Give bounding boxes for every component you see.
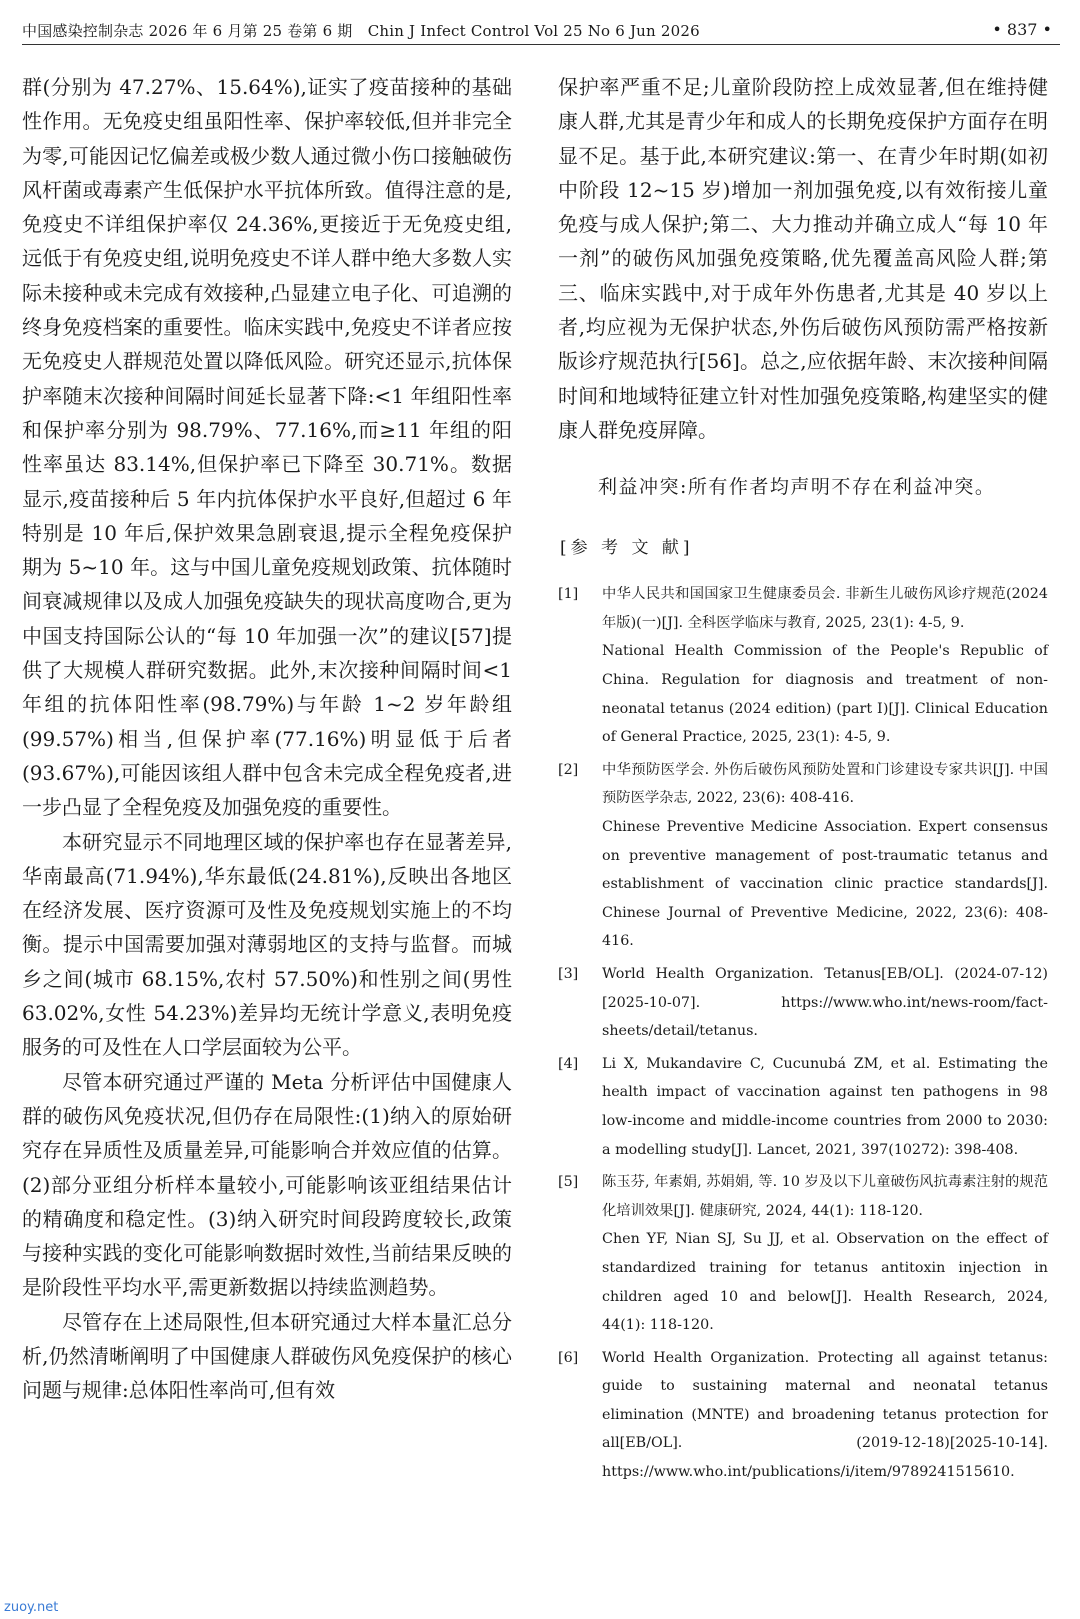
references-heading: [参 考 文 献] [560, 538, 694, 559]
reference-item [558, 1168, 1048, 1340]
reference-chinese: 陈玉芬, 年素娟, 苏娟娟, 等. 10 岁及以下儿童破伤风抗毒素注射的规范化培训效果[J]. 健康研究, 2024, 44(1): 118-120. [602, 1174, 1048, 1219]
reference-number: [4] [558, 1055, 579, 1072]
reference-number: [6] [558, 1349, 579, 1366]
body-paragraph: 群(分别为 47.27%、15.64%),证实了疫苗接种的基础性作用。无免疫史组虽阳性率、保护率较低,但并非完全为零,可能因记忆偏差或极少数人通过微小伤口接触破伤风杆菌或毒素产生低保护水平抗体所致。值得注意的是,免疫史不详组保护率仅 24.36%,更接近于无免疫史组,远低于有免疫史组,说明免疫史不详人群中绝大多数人实际未接种或未完成有效接种,凸显建立电子化、可追溯的终身免疫档案的重要性。临床实践中,免疫史不详者应按无免疫史人群规范处置以降低风险。研究还显示,抗体保护率随末次接种间隔时间延长显著下降:<1 年组阳性率和保护率分别为 98.79%、77.16%,而≥11 年组的阳性率虽达 83.14%,但保护率已下降至 30.71%。数据显示,疫苗接种后 5 年内抗体保护水平良好,但超过 6 年特别是 10 年后,保护效果急剧衰退,提示全程免疫保护期为 5~10 年。这与中国儿童免疫规划政策、抗体随时间衰减规律以及成人加强免疫缺失的现状高度吻合,更为中国支持国际公认的“每 10 年加强一次”的建议[57]提供了大规模人群研究数据。此外,末次接种间隔时间<1 年组的抗体阳性率(98.79%)与年龄 1~2 岁年龄组(99.57%)相当,但保护率(77.16%)明显低于后者(93.67%),可能因该组人群中包含未完成全程免疫者,进一步凸显了全程免疫及加强免疫的重要性。 [22, 75, 512, 820]
reference-english: Li X, Mukandavire C, Cucunubá ZM, et al. Estimating the health impact of vaccination against ten pathogens in 98 low-income and middle-income countries from 2000 to 2030: a modelling study[J]. Lancet, 2021, 397(10272): 398-408. [602, 1055, 1048, 1158]
reference-number: [5] [558, 1174, 579, 1191]
body-paragraph: 尽管本研究通过严谨的 Meta 分析评估中国健康人群的破伤风免疫状况,但仍存在局限性:(1)纳入的原始研究存在异质性及质量差异,可能影响合并效应值的估算。(2)部分亚组分析样本量较小,可能影响该亚组结果估计的精确度和稳定性。(3)纳入研究时间段跨度较长,政策与接种实践的变化可能影响数据时效性,当前结果反映的是阶段性平均水平,需更新数据以持续监测趋势。 [22, 1069, 512, 1300]
right-column [558, 70, 1048, 1491]
reference-chinese: 中华人民共和国国家卫生健康委员会. 非新生儿破伤风诊疗规范(2024 年版)(一)[J]. 全科医学临床与教育, 2025, 23(1): 4-5, 9. [602, 586, 1048, 631]
reference-english: National Health Commission of the People's Republic of China. Regulation for diagnosis and treatment of non-neonatal tetanus (2024 edition) (part Ⅰ)[J]. Clinical Education of General Practice, 2025, 23(1): 4-5, 9. [602, 643, 1048, 746]
reference-number: [2] [558, 761, 579, 778]
reference-english: World Health Organization. Tetanus[EB/OL]. (2024-07-12)[2025-10-07]. https://www.who.int/news-room/fact-sheets/detail/tetanus. [602, 965, 1048, 1040]
reference-number: [1] [558, 586, 579, 603]
body-paragraph: 尽管存在上述局限性,但本研究通过大样本量汇总分析,仍然清晰阐明了中国健康人群破伤风免疫保护的核心问题与规律:总体阳性率尚可,但有效 [22, 1309, 512, 1403]
reference-chinese: 中华预防医学会. 外伤后破伤风预防处置和门诊建设专家共识[J]. 中国预防医学杂志, 2022, 23(6): 408-416. [602, 761, 1048, 807]
conflict-of-interest: 利益冲突:所有作者均声明不存在利益冲突。 [598, 476, 996, 499]
left-column [22, 70, 512, 1408]
running-header [22, 18, 1060, 44]
reference-item [558, 1344, 1048, 1487]
reference-item [558, 1050, 1048, 1164]
reference-item [558, 580, 1048, 752]
header-rule [22, 44, 1060, 45]
reference-number: [3] [558, 965, 579, 982]
reference-english: Chinese Preventive Medicine Association. Expert consensus on preventive management of post-traumatic tetanus and establishment of vaccination clinic practice standards[J]. Chinese Journal of Preventive Medicine, 2022, 23(6): 408-416. [602, 819, 1048, 950]
reference-list [558, 580, 1048, 1486]
watermark-link[interactable]: zuoy.net [4, 1600, 59, 1615]
journal-citation: 中国感染控制杂志 2026 年 6 月第 25 卷第 6 期 Chin J Infect Control Vol 25 No 6 Jun 2026 [22, 22, 700, 40]
reference-item [558, 756, 1048, 956]
body-paragraph: 保护率严重不足;儿童阶段防控上成效显著,但在维持健康人群,尤其是青少年和成人的长期免疫保护方面存在明显不足。基于此,本研究建议:第一、在青少年时期(如初中阶段 12~15 岁)增加一剂加强免疫,以有效衔接儿童免疫与成人保护;第二、大力推动并确立成人“每 10 年一剂”的破伤风加强免疫策略,优先覆盖高风险人群;第三、临床实践中,对于成年外伤患者,尤其是 40 岁以上者,均应视为无保护状态,外伤后破伤风预防需严格按新版诊疗规范执行[56]。总之,应依据年龄、末次接种间隔时间和地域特征建立针对性加强免疫策略,构建坚实的健康人群免疫屏障。 [558, 75, 1048, 442]
reference-english: Chen YF, Nian SJ, Su JJ, et al. Observation on the effect of standardized training for tetanus antitoxin injection in children aged 10 and below[J]. Health Research, 2024, 44(1): 118-120. [602, 1231, 1048, 1334]
reference-item [558, 960, 1048, 1046]
body-paragraph: 本研究显示不同地理区域的保护率也存在显著差异,华南最高(71.94%),华东最低(24.81%),反映出各地区在经济发展、医疗资源可及性及免疫规划实施上的不均衡。提示中国需要加强对薄弱地区的支持与监督。而城乡之间(城市 68.15%,农村 57.50%)和性别之间(男性 63.02%,女性 54.23%)差异均无统计学意义,表明免疫服务的可及性在人口学层面较为公平。 [22, 829, 512, 1060]
reference-english: World Health Organization. Protecting all against tetanus: guide to sustaining maternal and neonatal tetanus elimination (MNTE) and broadening tetanus protection for all[EB/OL]. (2019-12-18)[2025-10-14]. https://www.who.int/publications/i/item/9789241515610. [602, 1349, 1048, 1481]
page-number: • 837 • [992, 20, 1052, 39]
